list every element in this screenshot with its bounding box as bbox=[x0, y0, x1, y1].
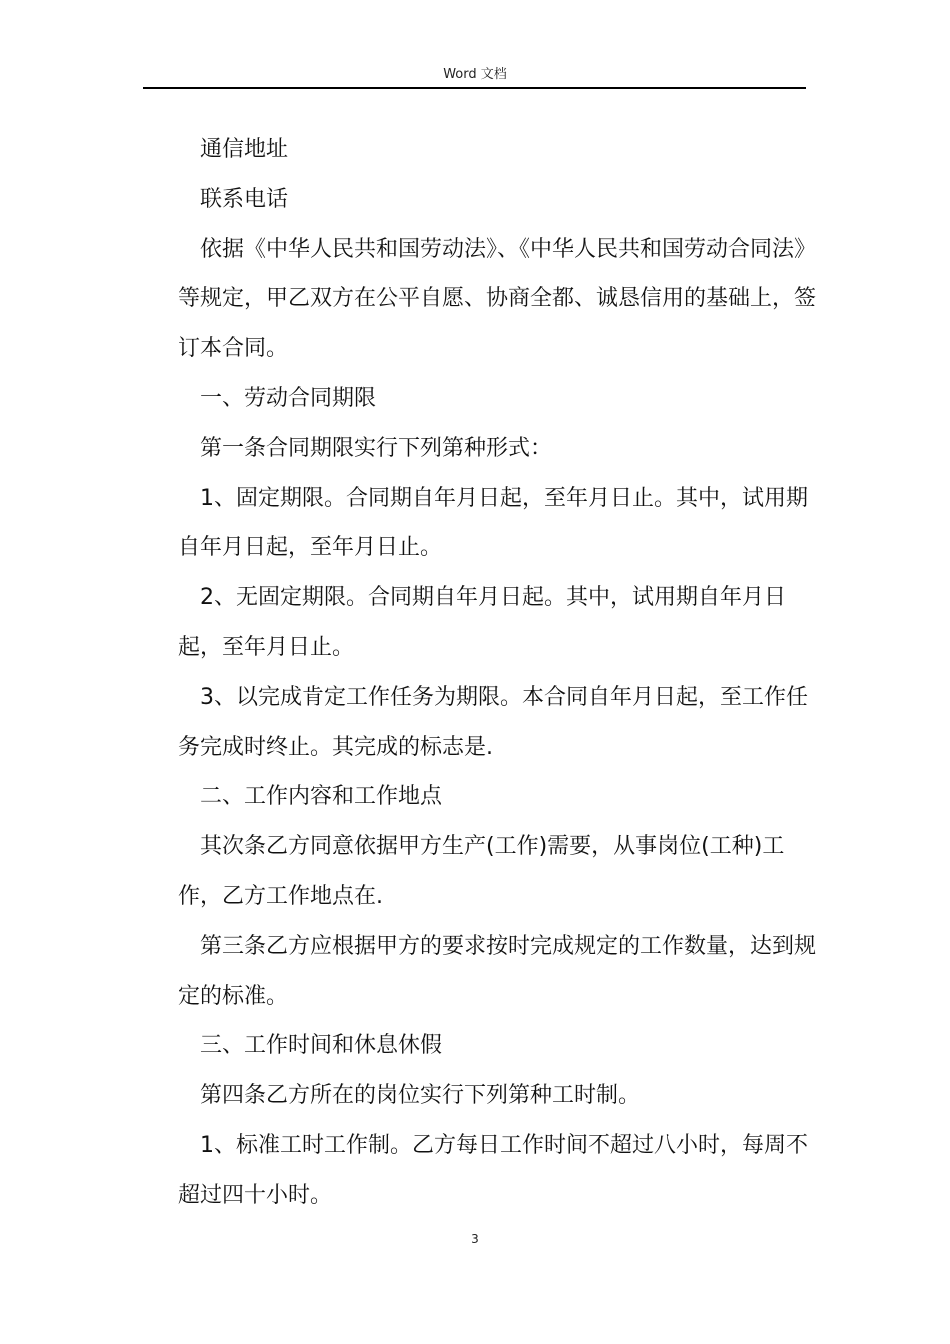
section-heading-work-content: 二、工作内容和工作地点 bbox=[200, 784, 443, 810]
list-item-task-term: 3、以完成肯定工作任务为期限。本合同自年月日起，至工作任务完成时终止。其完成的标志是. bbox=[178, 684, 808, 760]
page-number: 3 bbox=[471, 1232, 479, 1246]
article-1: 第一条合同期限实行下列第种形式： bbox=[200, 435, 553, 461]
section-heading-working-hours: 三、工作时间和休息休假 bbox=[200, 1033, 443, 1059]
document-header-label: Word 文档 bbox=[443, 67, 507, 82]
document-body bbox=[178, 125, 818, 1221]
section-heading-contract-term: 一、劳动合同期限 bbox=[200, 385, 377, 411]
list-item-standard-hours: 1、标准工时工作制。乙方每日工作时间不超过八小时，每周不超过四十小时。 bbox=[178, 1132, 808, 1208]
list-item-fixed-term: 1、固定期限。合同期自年月日起，至年月日止。其中，试用期自年月日起，至年月日止。 bbox=[178, 485, 808, 561]
article-2: 其次条乙方同意依据甲方生产(工作)需要，从事岗位(工种)工作，乙方工作地点在. bbox=[178, 834, 785, 909]
header-divider bbox=[143, 87, 806, 89]
paragraph-preamble: 依据《中华人民共和国劳动法》、《中华人民共和国劳动合同法》等规定，甲乙双方在公平自愿、协商全都、诚恳信用的基础上，签订本合同。 bbox=[178, 236, 817, 362]
paragraph-phone: 联系电话 bbox=[200, 186, 289, 212]
list-item-open-term: 2、无固定期限。合同期自年月日起。其中，试用期自年月日起，至年月日止。 bbox=[178, 585, 786, 660]
article-3: 第三条乙方应根据甲方的要求按时完成规定的工作数量，达到规定的标准。 bbox=[178, 933, 817, 1009]
article-4: 第四条乙方所在的岗位实行下列第种工时制。 bbox=[200, 1083, 641, 1109]
paragraph-address: 通信地址 bbox=[200, 137, 289, 162]
